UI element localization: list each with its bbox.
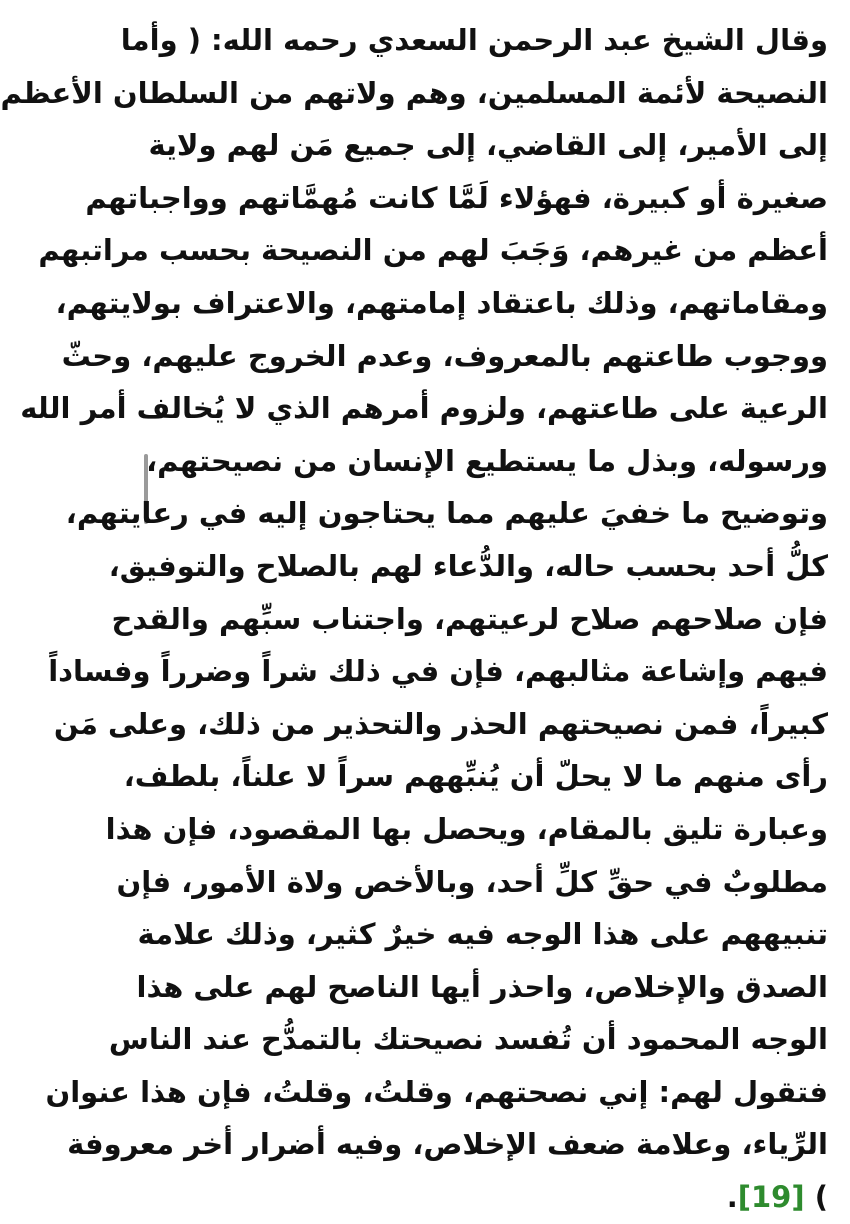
text-line: فإن صلاحهم صلاح لرعيتهم، واجتناب سبِّهم والقدح — [111, 601, 828, 636]
closing-line — [161, 1171, 828, 1224]
footnote-reference[interactable]: [19] — [737, 1180, 805, 1215]
text-line: الرعية على طاعتهم، ولزوم أمرهم الذي لا يُخالف أمر الله — [20, 391, 828, 426]
text-line: كبيراً، فمن نصيحتهم الحذر والتحذير من ذلك، وعلى مَن — [53, 706, 828, 741]
text-line: الصدق والإخلاص، واحذر أيها الناصح لهم على هذا — [136, 969, 828, 1004]
text-line: الرِّياء، وعلامة ضعف الإخلاص، وفيه أضرار أخر معروفة — [67, 1127, 828, 1162]
text-line: النصيحة لأئمة المسلمين، وهم ولاتهم من السلطان الأعظم — [0, 75, 828, 110]
text-line: كلُّ أحد بحسب حاله، والدُّعاء لهم بالصلاح والتوفيق، — [108, 548, 828, 583]
text-line: وتوضيح ما خفيَ عليهم مما يحتاجون إليه في رعايتهم، — [65, 496, 828, 531]
arabic-text-body — [0, 14, 828, 1224]
text-line: الوجه المحمود أن تُفسد نصيحتك بالتمدُّح عند الناس — [108, 1022, 828, 1057]
text-line: رأى منهم ما لا يحلّ أن يُنبِّههم سراً لا علناً، بلطف، — [123, 759, 828, 794]
text-line: فتقول لهم: إني نصحتهم، وقلتُ، وقلتُ، فإن هذا عنوان — [45, 1074, 828, 1109]
text-line: وقال الشيخ عبد الرحمن السعدي رحمه الله: ( وأما — [120, 23, 828, 57]
text-line: ومقاماتهم، وذلك باعتقاد إمامتهم، والاعتراف بولايتهم، — [55, 285, 828, 320]
text-line: مطلوبٌ في حقِّ كلِّ أحد، وبالأخص ولاة الأمور، فإن — [116, 864, 828, 899]
text-line: أعظم من غيرهم، وَجَبَ لهم من النصيحة بحسب مراتبهم — [38, 233, 828, 268]
closing-parenthesis: ) — [814, 1180, 828, 1215]
text-line: وعبارة تليق بالمقام، ويحصل بها المقصود، فإن هذا — [105, 811, 828, 846]
text-line: صغيرة أو كبيرة، فهؤلاء لَمَّا كانت مُهمَّاتهم وواجباتهم — [85, 180, 828, 215]
text-line: ورسوله، وبذل ما يستطيع الإنسان من نصيحتهم، — [146, 443, 828, 478]
text-line: إلى الأمير، إلى القاضي، إلى جميع مَن لهم ولاية — [148, 128, 828, 163]
text-line: ووجوب طاعتهم بالمعروف، وعدم الخروج عليهم، وحثّ — [61, 338, 828, 373]
closing-period: . — [726, 1180, 738, 1215]
text-line: تنبيههم على هذا الوجه فيه خيرٌ كثير، وذلك علامة — [137, 917, 828, 952]
text-line: فيهم وإشاعة مثالبهم، فإن في ذلك شراً وضرراً وفساداً — [48, 654, 828, 689]
